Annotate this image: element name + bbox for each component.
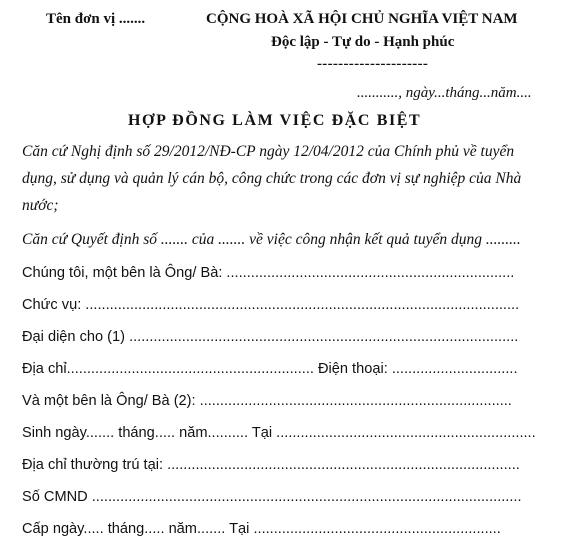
address-phone-field: Địa chỉ............................................................. Điện thoại: ............................... — [22, 361, 518, 377]
id-number-field: Số CMND .......................................................................................................... — [22, 489, 522, 505]
contract-title: HỢP ĐỒNG LÀM VIỆC ĐẶC BIỆT — [128, 112, 422, 129]
motto: Độc lập - Tự do - Hạnh phúc — [271, 34, 455, 50]
basis-line-1: Căn cứ Nghị định số 29/2012/NĐ-CP ngày 12/04/2012 của Chính phủ về tuyển — [22, 143, 515, 160]
unit-name: Tên đơn vị ....... — [46, 11, 146, 27]
issue-date-field: Cấp ngày..... tháng..... năm....... Tại ............................................................. — [22, 521, 501, 537]
permanent-address-field: Địa chỉ thường trú tại: ....................................................................................... — [22, 457, 520, 473]
party-b-field: Và một bên là Ông/ Bà (2): ............................................................................. — [22, 393, 512, 409]
basis-line-2: dụng, sử dụng và quản lý cán bộ, công chức trong các đơn vị sự nghiệp của Nhà — [22, 170, 522, 187]
birth-field: Sinh ngày....... tháng..... năm.......... Tại ................................................................ — [22, 425, 536, 441]
representing-field: Đại diện cho (1) ................................................................................................ — [22, 329, 519, 345]
party-a-field: Chúng tôi, một bên là Ông/ Bà: ....................................................................... — [22, 265, 515, 281]
basis-line-4: Căn cứ Quyết định số ....... của ....... về việc công nhận kết quả tuyển dụng ......... — [22, 231, 521, 248]
header-divider: --------------------- — [317, 56, 429, 72]
position-field: Chức vụ: ........................................................................................................... — [22, 297, 520, 313]
date-line: ..........., ngày...tháng...năm.... — [357, 85, 532, 101]
country-name: CỘNG HOÀ XÃ HỘI CHỦ NGHĨA VIỆT NAM — [206, 11, 518, 27]
basis-line-3: nước; — [22, 197, 59, 214]
